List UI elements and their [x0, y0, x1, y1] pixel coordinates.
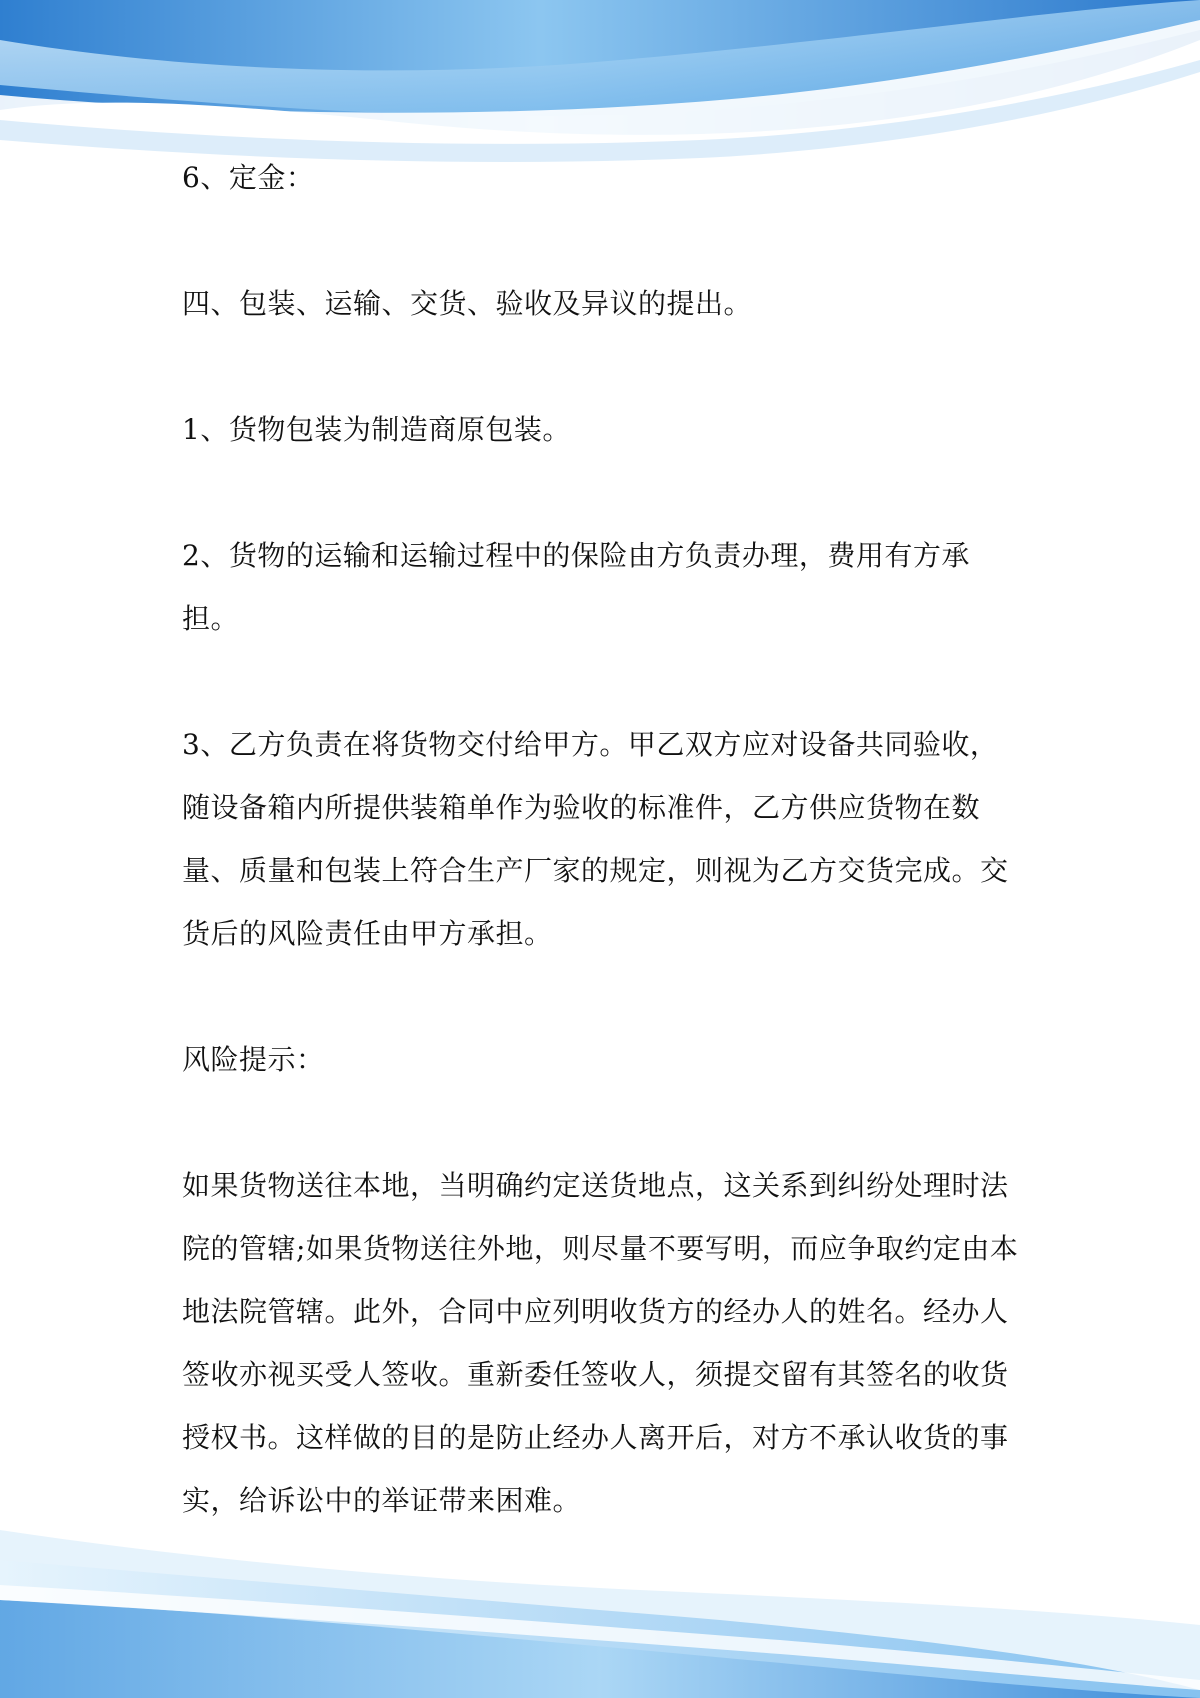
section-four-heading: 四、包装、运输、交货、验收及异议的提出。: [182, 287, 753, 320]
paragraph-spacer: [182, 965, 1022, 1028]
risk-notice-heading: 风险提示：: [182, 1043, 325, 1076]
paragraph-spacer: [182, 1091, 1022, 1154]
paragraph-deposit-heading: 6、定金：: [182, 161, 315, 194]
risk-notice-body: 如果货物送往本地，当明确约定送货地点，这关系到纠纷处理时法院的管辖;如果货物送往外地，则尽量不要写明，而应争取约定由本地法院管辖。此外，合同中应列明收货方的经办人的姓名。经办人签收亦视买受人签收。重新委任签收人，须提交留有其签名的收货授权书。这样做的目的是防止经办人离开后，对方不承认收货的事实，给诉讼中的举证带来困难。: [182, 1169, 1019, 1517]
paragraph-item-3: 3、乙方负责在将货物交付给甲方。甲乙双方应对设备共同验收，随设备箱内所提供装箱单作为验收的标准件，乙方供应货物在数量、质量和包装上符合生产厂家的规定，则视为乙方交货完成。交货后的风险责任由甲方承担。: [182, 728, 1009, 950]
paragraph-spacer: [182, 461, 1022, 524]
paragraph-item-2: 2、货物的运输和运输过程中的保险由方负责办理，费用有方承担。: [182, 539, 970, 635]
paragraph-spacer: [182, 650, 1022, 713]
paragraph-spacer: [182, 335, 1022, 398]
paragraph-item-1: 1、货物包装为制造商原包装。: [182, 413, 571, 446]
document-body: [182, 146, 1022, 1532]
paragraph-spacer: [182, 209, 1022, 272]
